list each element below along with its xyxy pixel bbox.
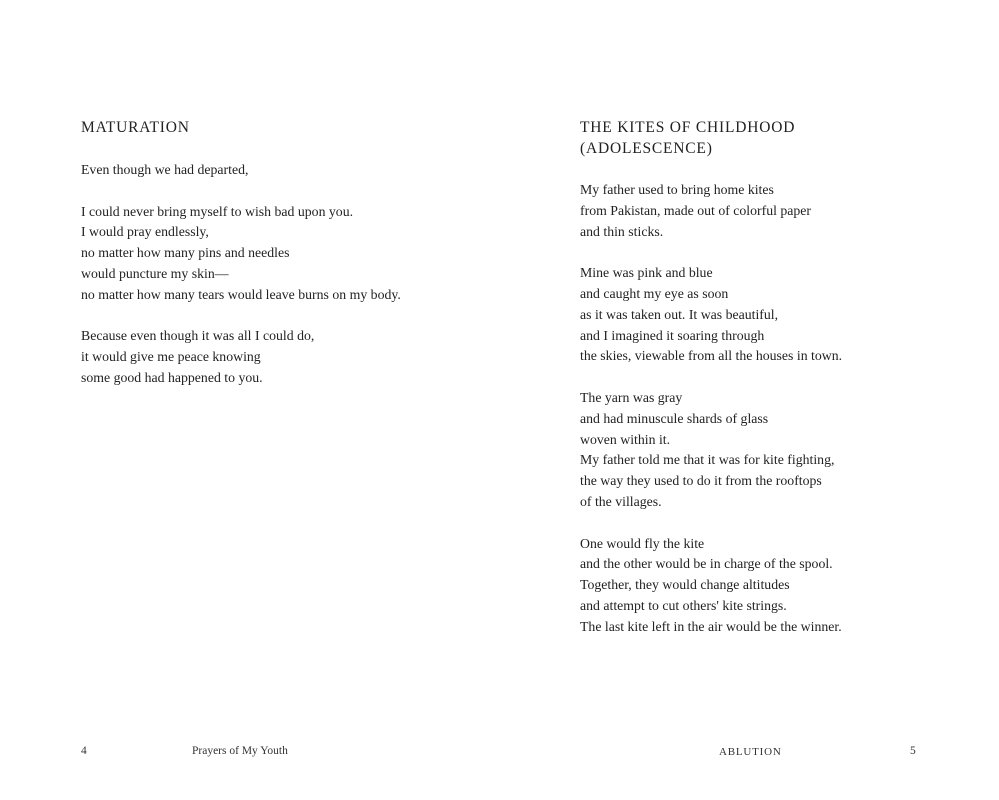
poem-line: My father told me that it was for kite fighting,: [580, 452, 835, 468]
poem-line: The last kite left in the air would be the winner.: [580, 618, 842, 634]
poem-title-line: THE KITES OF CHILDHOOD: [580, 119, 796, 136]
poem-line: as it was taken out. It was beautiful,: [580, 306, 779, 322]
poem-line: of the villages.: [580, 493, 662, 509]
stanza-break: [580, 513, 842, 534]
poem-line: the skies, viewable from all the houses in town.: [580, 348, 843, 364]
page-number: 5: [910, 745, 916, 757]
poem-line: My father used to bring home kites: [580, 182, 774, 197]
poem-line: would puncture my skin—: [81, 265, 229, 281]
poem-body: [580, 180, 842, 638]
poem-line: I would pray endlessly,: [81, 224, 209, 240]
poem-line: Together, they would change altitudes: [580, 577, 790, 593]
poem-line: and attempt to cut others' kite strings.: [580, 597, 787, 613]
stanza-break: [580, 242, 842, 263]
right-page: [500, 0, 999, 800]
stanza-break: [580, 367, 842, 388]
stanza-break: [81, 181, 401, 202]
poem-title-line: (ADOLESCENCE): [580, 140, 713, 157]
poem-line: and I imagined it soaring through: [580, 327, 765, 343]
running-header: ABLUTION: [719, 746, 782, 758]
poem-line: and thin sticks.: [580, 223, 664, 239]
poem-line: Because even though it was all I could do,: [81, 328, 315, 344]
poem-line: no matter how many tears would leave burns on my body.: [81, 286, 401, 302]
poem-body: [81, 160, 401, 389]
poem-line: Mine was pink and blue: [580, 265, 713, 281]
running-header: Prayers of My Youth: [192, 745, 288, 757]
poem-line: and the other would be in charge of the spool.: [580, 556, 833, 572]
poem-line: no matter how many pins and needles: [81, 245, 290, 261]
poem-line: woven within it.: [580, 431, 671, 447]
poem-line: it would give me peace knowing: [81, 349, 261, 365]
poem-line: I could never bring myself to wish bad upon you.: [81, 203, 354, 219]
page-number: 4: [81, 745, 87, 757]
stanza-break: [81, 306, 401, 327]
poem-line: Even though we had departed,: [81, 162, 249, 177]
poem-line: the way they used to do it from the rooftops: [580, 473, 822, 489]
poem-line: and caught my eye as soon: [580, 285, 729, 301]
poem-line: some good had happened to you.: [81, 369, 263, 385]
poem-line: One would fly the kite: [580, 535, 705, 551]
poem-title: MATURATION: [81, 119, 190, 136]
poem-line: The yarn was gray: [580, 389, 683, 405]
poem-line: from Pakistan, made out of colorful paper: [580, 202, 812, 218]
poem-line: and had minuscule shards of glass: [580, 410, 769, 426]
poem-title: [580, 117, 795, 159]
